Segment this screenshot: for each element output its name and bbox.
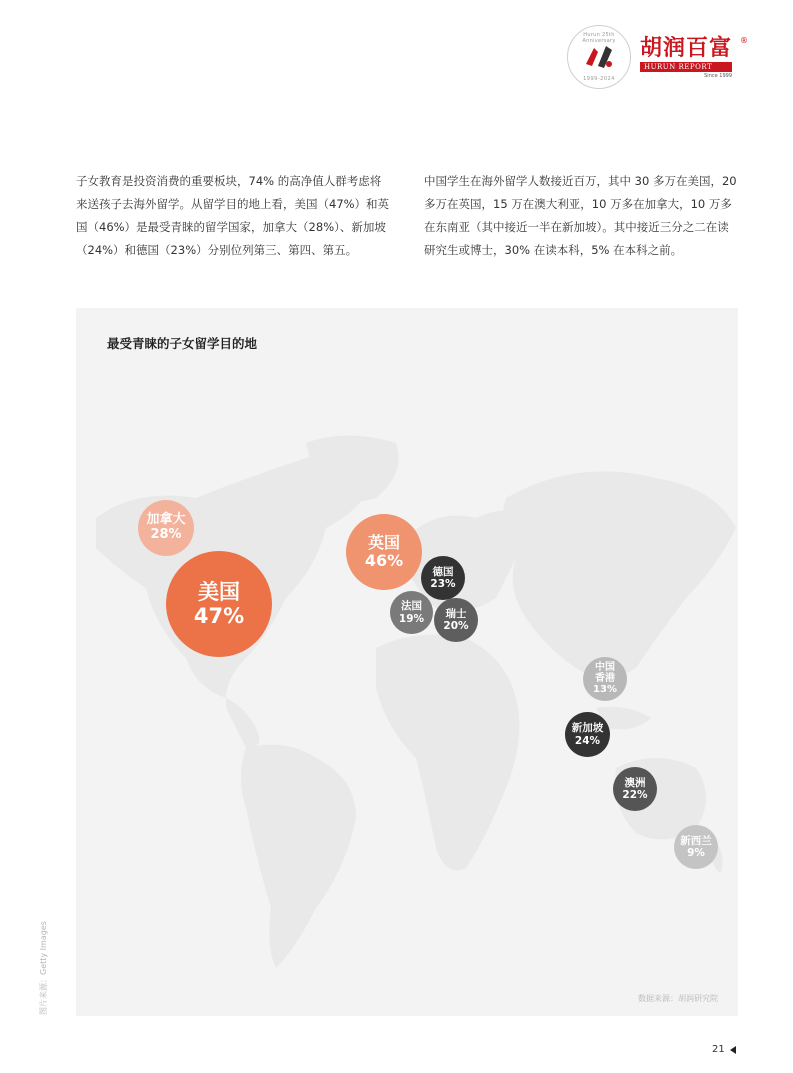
- figure-source: 数据来源：胡润研究院: [638, 994, 718, 1003]
- bubble-value: 24%: [574, 734, 601, 747]
- badge-top-text: Hurun 25th Anniversary: [582, 32, 616, 44]
- bubble-switzerland: [434, 598, 478, 642]
- bubble-label: 新西兰: [680, 834, 712, 847]
- brand-name-en: HURUN REPORT: [640, 62, 732, 72]
- brand-since: Since 1999: [704, 73, 732, 79]
- bubble-germany: [421, 556, 465, 600]
- left-paragraph: 子女教育是投资消费的重要板块，74% 的高净值人群考虑将来送孩子去海外留学。从留学目的地上看，美国（47%）和英国（46%）是最受青睐的留学国家，加拿大（28%）、新加坡（24%）和德国（23%）分别位列第三、第四、第五。: [76, 174, 390, 257]
- brand-name-cn: 胡润百富: [640, 36, 733, 61]
- world-map-background: [76, 308, 738, 1016]
- right-paragraph: 中国学生在海外留学人数接近百万，其中 30 多万在美国，20 多万在英国，15 万在澳大利亚，10 万多在加拿大，10 万多在东南亚（其中接近一半在新加坡）。其中接近三分之二在读研究生或博士，30% 在读本科，5% 在本科之前。: [424, 174, 737, 257]
- bubble-newzealand: [674, 825, 718, 869]
- bubble-value: 9%: [687, 847, 705, 859]
- registered-mark: ®: [740, 36, 748, 45]
- bubble-label: 德国: [432, 565, 454, 578]
- bubble-value: 46%: [364, 551, 404, 570]
- bubble-canada: [138, 500, 194, 556]
- bubble-value: 13%: [593, 684, 617, 696]
- bubble-uk: [346, 514, 422, 590]
- bubble-label: 法国: [401, 600, 422, 613]
- bubble-value: 20%: [443, 620, 469, 632]
- bubble-value: 23%: [430, 578, 456, 590]
- bubble-value: 28%: [150, 527, 182, 542]
- bubble-singapore: [565, 712, 610, 757]
- badge-bottom-text: 1999-2024: [583, 76, 615, 82]
- anniversary-badge-logo: [567, 25, 631, 89]
- bubble-label: 中国香港: [595, 662, 615, 685]
- bubble-france: [390, 591, 433, 634]
- bubble-label: 美国: [198, 579, 240, 604]
- bubble-usa: [166, 551, 272, 657]
- bubble-label: 英国: [367, 532, 400, 552]
- page-arrow-icon: [730, 1046, 736, 1054]
- bubble-label: 加拿大: [146, 512, 186, 528]
- badge-mark-icon: [582, 42, 616, 72]
- page-number: 21: [712, 1044, 725, 1055]
- bubble-label: 澳洲: [624, 776, 646, 789]
- bubble-value: 19%: [398, 612, 425, 625]
- photo-credit: 图片来源：Getty Images: [39, 921, 48, 1015]
- bubble-label: 瑞士: [445, 607, 467, 620]
- bubble-value: 22%: [622, 789, 648, 801]
- hurun-brand-logo: [640, 36, 748, 79]
- bubble-value: 47%: [193, 604, 245, 628]
- bubble-australia: [613, 767, 657, 811]
- bubble-label: 新加坡: [571, 722, 604, 735]
- map-figure-panel: [76, 308, 738, 1016]
- figure-title: 最受青睐的子女留学目的地: [107, 336, 258, 351]
- bubble-hongkong: [583, 657, 627, 701]
